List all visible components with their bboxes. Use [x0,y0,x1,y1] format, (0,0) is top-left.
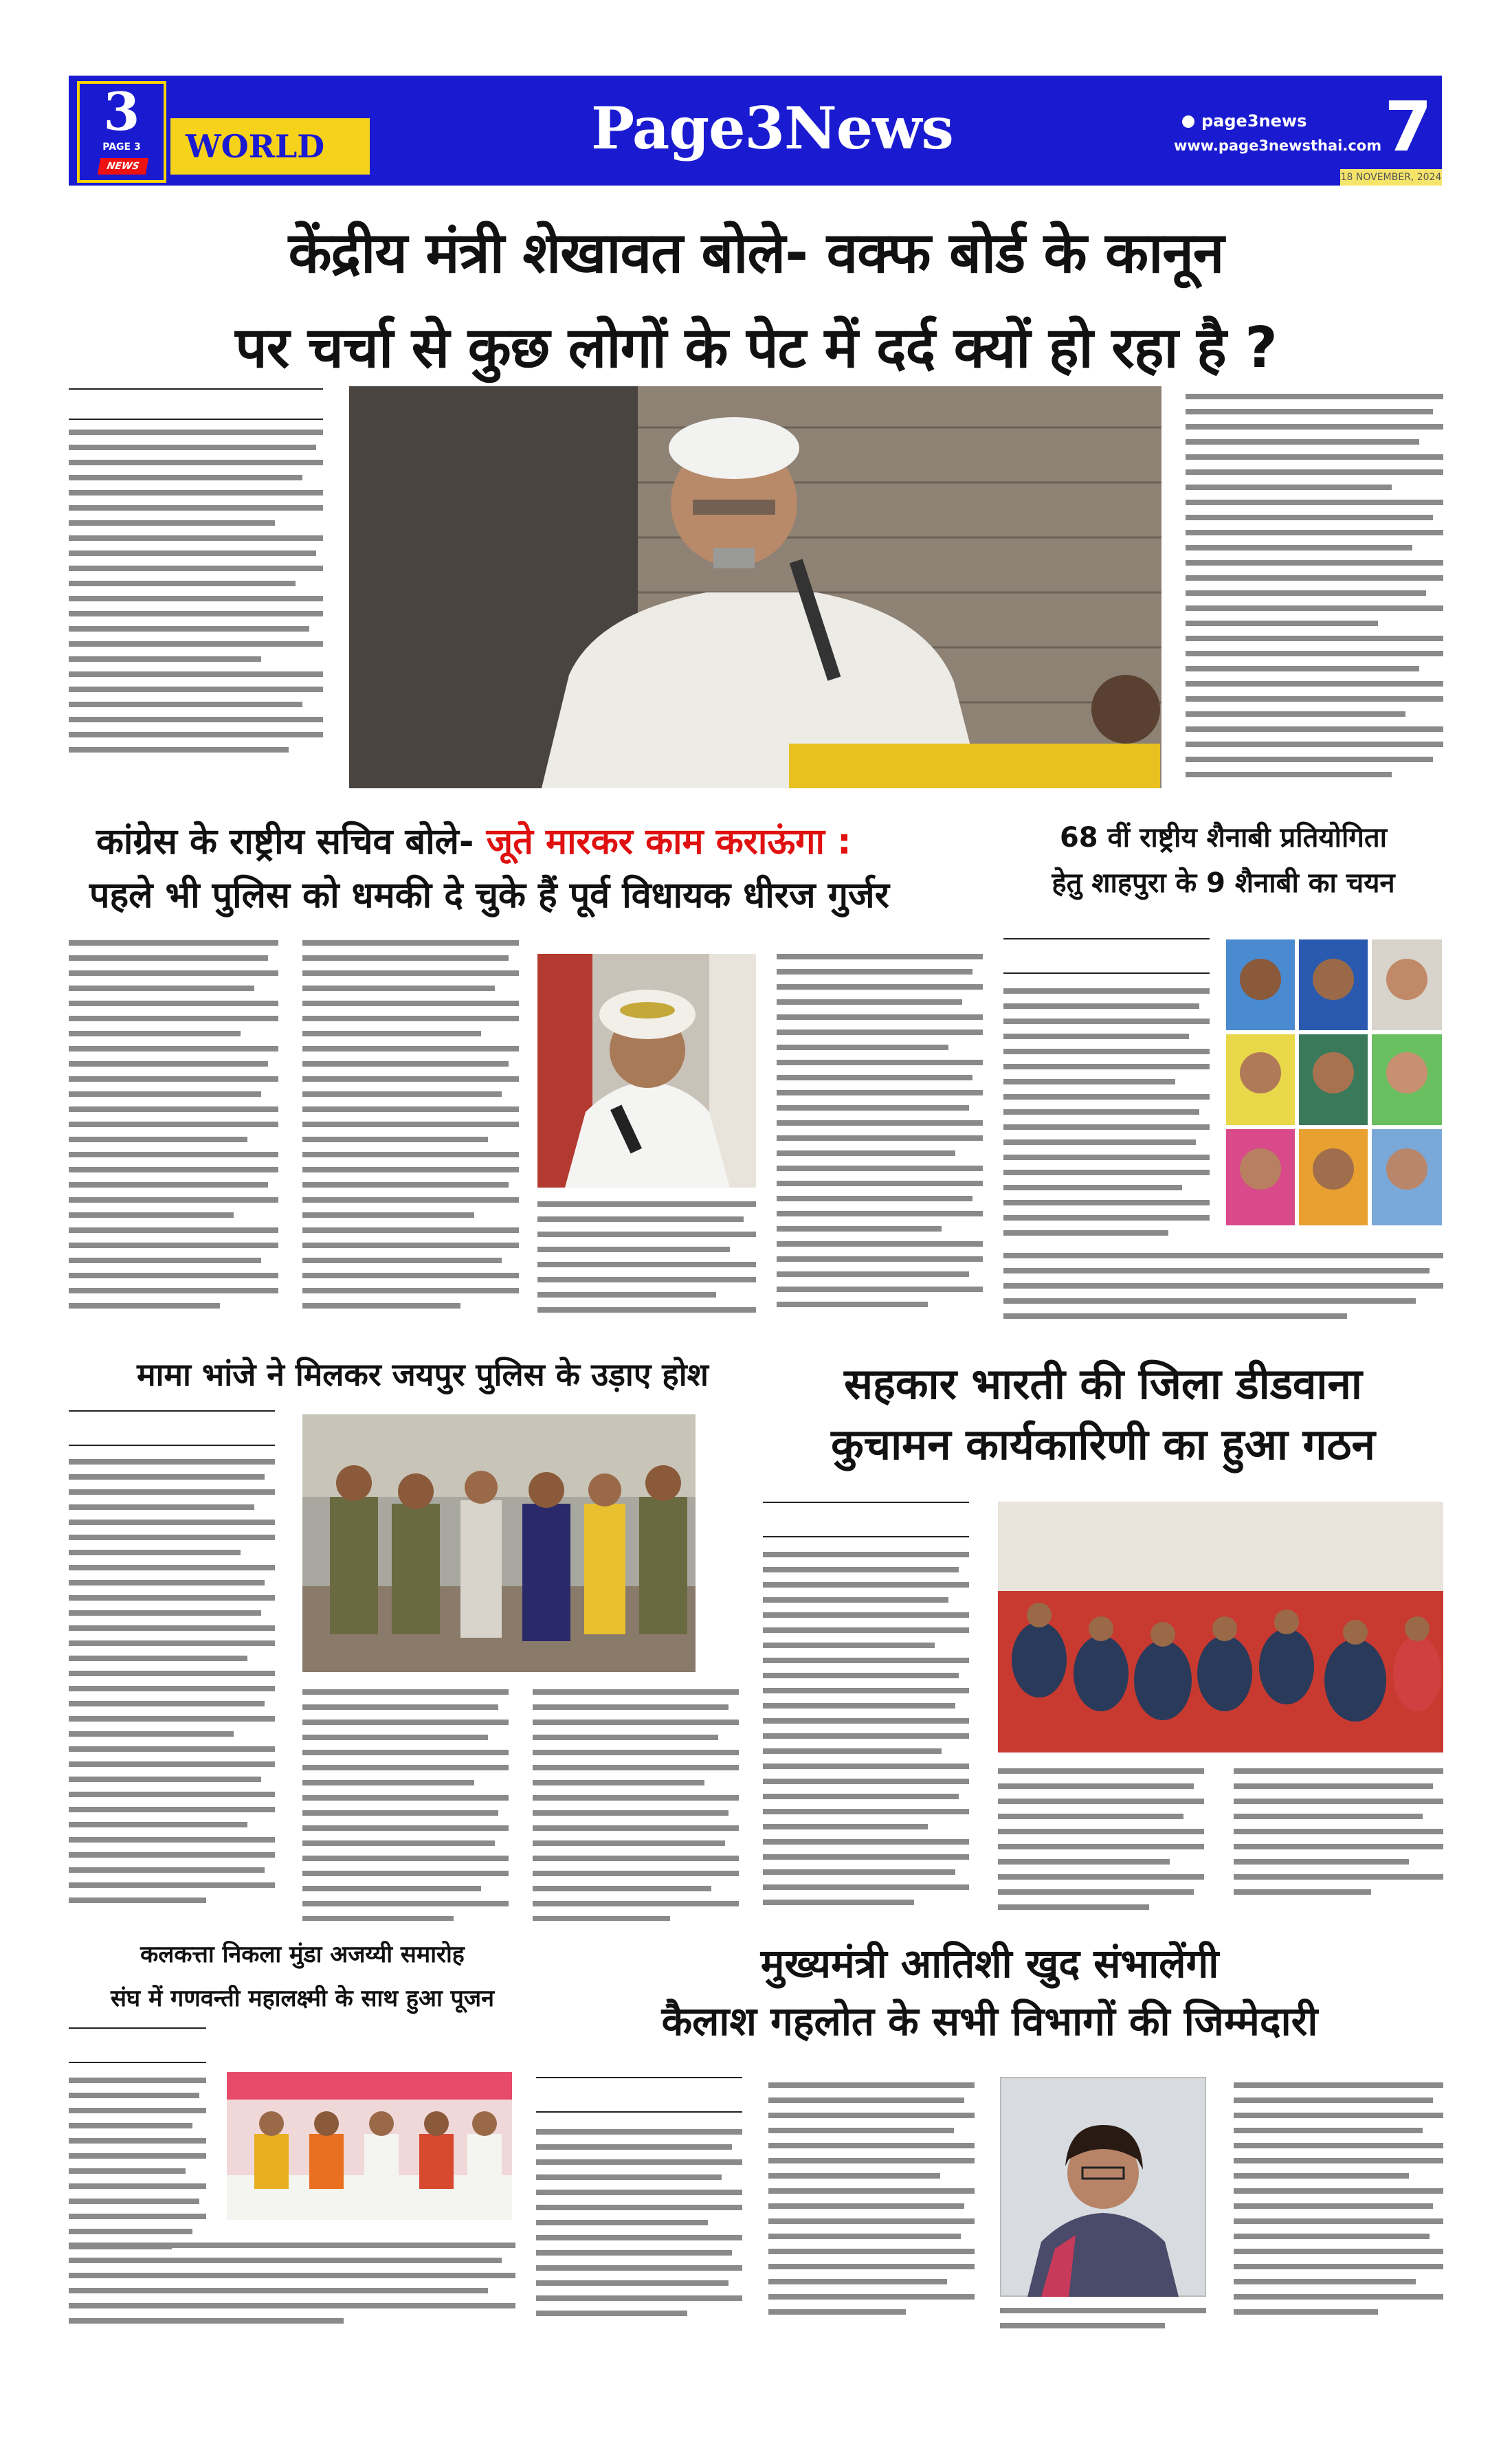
page3-logo [77,81,166,183]
text-lines [69,1454,275,1921]
text-lines [69,2237,515,2326]
gurjar-headline-line1 [69,815,1003,869]
text-lines [777,948,983,1320]
sahkar-photo-illustration [998,1502,1443,1752]
shooters-headline-line1: 68 वीं राष्ट्रीय शैनाबी प्रतियोगिता [1059,822,1388,854]
text-lines [536,2124,742,2330]
atishi-text-col2 [768,2077,975,2330]
sahkar-headline-line2: कुचामन कार्यकारिणी का हुआ गठन [831,1419,1375,1469]
atishi-headline-line2: कैलाश गहलोत के सभी विभागों की जिम्मेदारी [661,1998,1318,2045]
atishi-text-col1 [536,2124,742,2330]
lead-photo-shekhawat [349,386,1161,788]
text-lines [302,935,519,1320]
text-lines [1003,1247,1443,1320]
text-lines [998,1763,1204,1921]
sahkar-text-col3 [1234,1763,1443,1921]
kalash-headline-line2: संघ में गणवन्ती महालक्ष्मी के साथ हुआ पूजन [111,1985,494,2012]
sahkar-photo-meeting [998,1502,1443,1752]
mama-photo-police [302,1414,696,1672]
kalash-headline-line1: कलकत्ता निकला मुंडा अजय्यी समारोह [140,1941,465,1968]
atishi-text-col4 [1234,2077,1443,2330]
text-lines [768,2077,975,2330]
kalash-photo-event [227,2072,512,2220]
lead-headline-line1: केंद्रीय मंत्री शेखावत बोले- वक्फ बोर्ड के कानून [288,221,1224,286]
gurjar-headline-part-a: कांग्रेस के राष्ट्रीय सचिव बोले- [96,821,474,863]
kalash-byline [69,2027,206,2063]
mama-photo-illustration [302,1414,696,1672]
mama-headline: मामा भांजे ने मिलकर जयपुर पुलिस के उड़ाए होश [137,1356,709,1393]
page-number: 7 [1384,87,1432,167]
edition-date: 18 NOVEMBER, 2024 [1340,169,1442,186]
text-lines [1186,388,1443,787]
shooters-headline [1003,815,1443,906]
sahkar-headline-line1: सहकार भारती की जिला डीडवाना [844,1359,1362,1409]
text-lines [69,2072,206,2265]
social-handle-text: page3news [1201,111,1307,131]
brand-title: Page3News [591,94,953,162]
sahkar-byline [763,1502,969,1537]
gurjar-text-col3 [537,1196,756,1320]
gurjar-text-col4 [777,948,983,1320]
sahkar-text-col2 [998,1763,1204,1921]
atishi-byline [536,2077,742,2113]
kalash-headline [69,1933,536,2021]
mama-text-col1 [69,1454,275,1921]
shooters-headline-line2: हेतु शाहपुरा के 9 शैनाबी का चयन [1052,867,1395,899]
gurjar-headline-line2: पहले भी पुलिस को धमकी दे चुके हैं पूर्व विधायक धीरज गुर्जर [89,875,889,916]
lead-headline-line2: पर चर्चा से कुछ लोगों के पेट में दर्द क्यों हो रहा है ? [235,315,1277,381]
globe-icon [1182,115,1194,128]
sahkar-text-col1 [763,1546,969,1921]
text-lines [302,1684,509,1921]
lead-text-right [1186,388,1443,787]
mama-text-col2 [302,1684,509,1921]
gurjar-headline-part-b: जूते मारकर काम कराऊंगा : [486,821,852,863]
text-lines [1000,2302,1206,2330]
lead-photo-illustration [349,386,1161,788]
text-lines [69,935,278,1320]
logo-small-text: PAGE 3 [102,142,141,153]
gurjar-text-col1 [69,935,278,1320]
mama-text-col3 [533,1684,739,1921]
gurjar-text-col2 [302,935,519,1320]
text-lines [763,1546,969,1921]
lead-headline [82,206,1430,396]
text-lines [1234,1763,1443,1921]
atishi-headline-line1: मुख्यमंत्री आतिशी खुद संभालेंगी [760,1940,1219,1987]
social-handle [1182,111,1375,139]
gurjar-headline [69,815,1003,922]
lead-byline [69,388,323,420]
atishi-photo [1000,2077,1206,2297]
sahkar-headline [763,1354,1443,1475]
gurjar-photo-illustration [537,954,756,1188]
lead-text-left [69,388,323,773]
website-url: www.page3newsthai.com [1174,137,1382,154]
text-lines [69,420,323,770]
shooters-photo-grid [1225,938,1443,1227]
shooters-byline [1003,938,1210,974]
mama-byline [69,1410,275,1446]
atishi-headline [536,1935,1443,2050]
section-label: WORLD [170,118,370,175]
gurjar-photo [537,954,756,1188]
text-lines [1234,2077,1443,2330]
atishi-text-col3 [1000,2302,1206,2330]
kalash-text-col2 [69,2237,515,2326]
shooters-photo-illustration [1225,938,1443,1227]
text-lines [537,1196,756,1320]
logo-number: 3 [103,81,140,142]
text-lines [1003,983,1210,1244]
shooters-text [1003,983,1210,1244]
atishi-photo-illustration [1000,2077,1206,2297]
text-lines [533,1684,739,1921]
kalash-text-col1 [69,2072,206,2265]
logo-news-tag: NEWS [98,158,148,175]
shooters-text-bottom [1003,1247,1443,1320]
kalash-photo-illustration [227,2072,512,2220]
